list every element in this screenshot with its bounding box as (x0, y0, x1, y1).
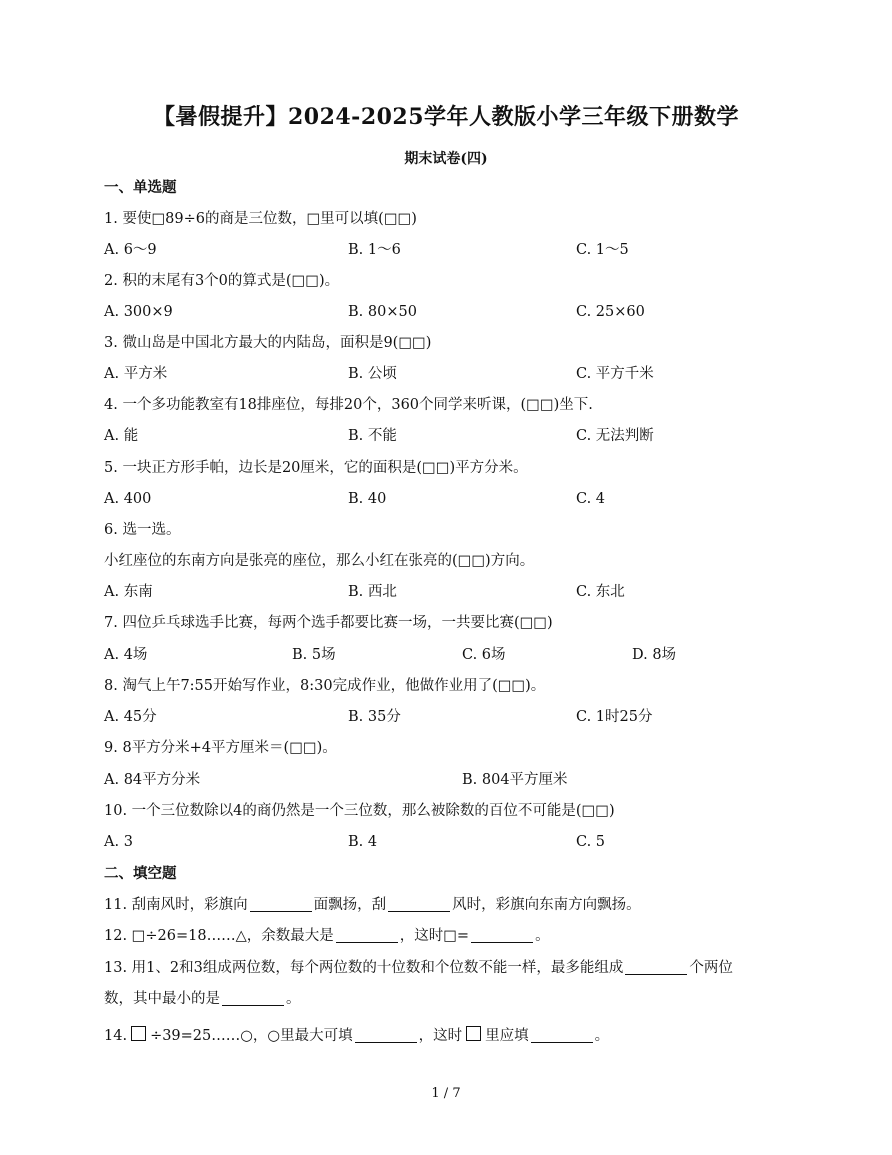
q4-option-c: C. 无法判断 (576, 428, 654, 444)
question-9: 9. 8平方分米+4平方厘米＝(□□)。 (104, 740, 337, 756)
q7-option-c: C. 6场 (462, 647, 506, 663)
q1-option-c: C. 1～5 (576, 242, 629, 258)
q1-option-a: A. 6～9 (104, 242, 157, 258)
q10-option-a: A. 3 (104, 834, 133, 850)
section-fill-blank: 二、填空题 (104, 865, 177, 882)
q10-option-c: C. 5 (576, 834, 606, 850)
q7-option-b: B. 5场 (292, 647, 336, 663)
question-12: 12. □÷26=18……△，余数最大是 ，这时□= 。 (104, 928, 550, 944)
page-subtitle: 期末试卷(四) (404, 151, 488, 167)
q2-option-c: C. 25×60 (576, 304, 645, 320)
q6-option-c: C. 东北 (576, 584, 625, 600)
question-1: 1. 要使□89÷6的商是三位数，□里可以填(□□) (104, 211, 417, 227)
q2-option-a: A. 300×9 (104, 304, 173, 320)
q8-option-b: B. 35分 (348, 709, 401, 725)
q5-option-c: C. 4 (576, 491, 606, 507)
question-4: 4. 一个多功能教室有18排座位，每排20个，360个同学来听课，(□□)坐下. (104, 397, 593, 413)
q3-option-a: A. 平方米 (104, 366, 168, 382)
question-11: 11. 刮南风时，彩旗向 面飘扬，刮 风时，彩旗向东南方向飘扬。 (104, 897, 641, 913)
answer-blank[interactable] (250, 895, 312, 912)
q4-option-a: A. 能 (104, 428, 139, 444)
page-number: 1 / 7 (431, 1086, 461, 1101)
question-13-cont: 数，其中最小的是 。 (104, 991, 301, 1007)
question-6-stem: 小红座位的东南方向是张亮的座位，那么小红在张亮的(□□)方向。 (104, 553, 535, 569)
q6-option-b: B. 西北 (348, 584, 397, 600)
q2-option-b: B. 80×50 (348, 304, 417, 320)
question-6: 6. 选一选。 (104, 522, 181, 538)
q10-option-b: B. 4 (348, 834, 378, 850)
q1-option-b: B. 1～6 (348, 242, 401, 258)
question-5: 5. 一块正方形手帕，边长是20厘米，它的面积是(□□)平方分米。 (104, 460, 528, 476)
question-2: 2. 积的末尾有3个0的算式是(□□)。 (104, 273, 340, 289)
q7-option-a: A. 4场 (104, 647, 148, 663)
answer-blank[interactable] (336, 926, 398, 943)
section-single-choice: 一、单选题 (104, 179, 177, 196)
q5-option-a: A. 400 (104, 491, 152, 507)
question-7: 7. 四位乒乓球选手比赛，每两个选手都要比赛一场，一共要比赛(□□) (104, 615, 553, 631)
q9-option-b: B. 804平方厘米 (462, 772, 568, 788)
answer-blank[interactable] (388, 895, 450, 912)
q3-option-c: C. 平方千米 (576, 366, 654, 382)
q4-option-b: B. 不能 (348, 428, 397, 444)
square-box-icon (466, 1026, 481, 1041)
question-10: 10. 一个三位数除以4的商仍然是一个三位数，那么被除数的百位不可能是(□□) (104, 803, 615, 819)
q3-option-b: B. 公顷 (348, 366, 397, 382)
q5-option-b: B. 40 (348, 491, 387, 507)
question-13: 13. 用1、2和3组成两位数，每个两位数的十位数和个位数不能一样，最多能组成 个两位 (104, 960, 733, 976)
page-title: 【暑假提升】2024-2025学年人教版小学三年级下册数学 (152, 104, 740, 130)
q8-option-c: C. 1时25分 (576, 709, 653, 725)
q9-option-a: A. 84平方分米 (104, 772, 201, 788)
answer-blank[interactable] (531, 1026, 593, 1043)
answer-blank[interactable] (355, 1026, 417, 1043)
answer-blank[interactable] (222, 989, 284, 1006)
question-14: 14. ÷39=25……○，○里最大可填 ，这时 里应填 。 (104, 1028, 610, 1044)
answer-blank[interactable] (471, 926, 533, 943)
question-3: 3. 微山岛是中国北方最大的内陆岛，面积是9(□□) (104, 335, 432, 351)
answer-blank[interactable] (625, 958, 687, 975)
q6-option-a: A. 东南 (104, 584, 153, 600)
q7-option-d: D. 8场 (632, 647, 677, 663)
q8-option-a: A. 45分 (104, 709, 157, 725)
question-8: 8. 淘气上午7:55开始写作业，8:30完成作业，他做作业用了(□□)。 (104, 678, 546, 694)
square-box-icon (131, 1026, 146, 1041)
